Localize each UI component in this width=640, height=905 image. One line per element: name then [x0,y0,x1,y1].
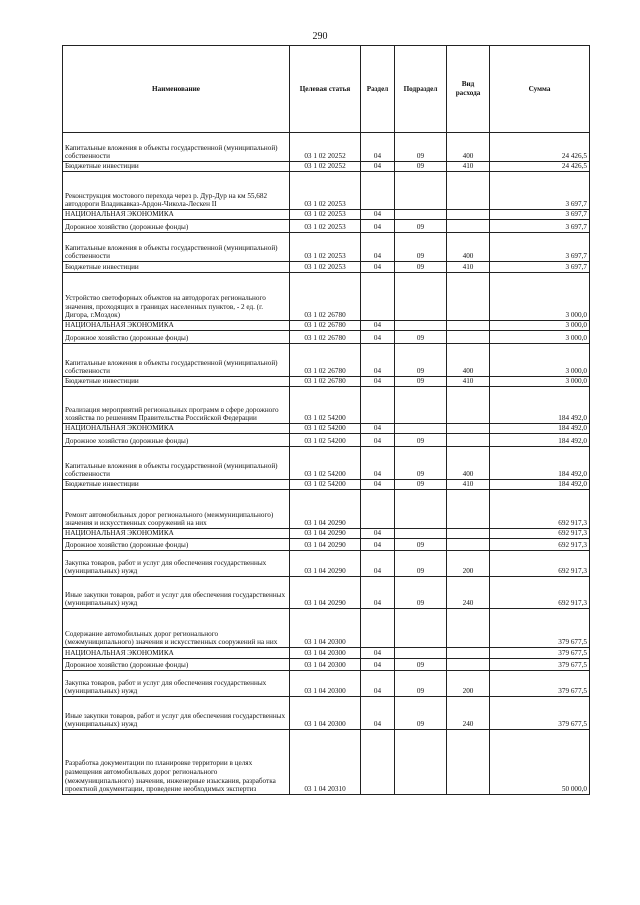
cell-section: 04 [361,671,395,697]
cell-target-article: 03 1 02 20253 [290,220,361,233]
cell-section: 04 [361,529,395,539]
cell-expense-type [447,609,490,648]
table-body [63,133,590,795]
cell-expense-type: 410 [447,377,490,387]
cell-sum: 3 697,7 [490,220,590,233]
cell-section: 04 [361,331,395,344]
cell-sum: 379 677,5 [490,648,590,659]
cell-sum: 379 677,5 [490,659,590,671]
cell-expense-type [447,220,490,233]
cell-subsection: 09 [395,671,447,697]
cell-name: Бюджетные инвестиции [63,480,290,490]
cell-expense-type [447,210,490,220]
cell-sum: 184 492,0 [490,424,590,434]
cell-expense-type [447,434,490,447]
cell-section: 04 [361,551,395,577]
cell-sum: 3 697,7 [490,262,590,273]
cell-expense-type: 410 [447,480,490,490]
cell-target-article: 03 1 02 54200 [290,387,361,424]
cell-subsection [395,273,447,321]
cell-sum: 184 492,0 [490,387,590,424]
table-row [63,220,590,233]
cell-name: Реконструкция мостового перехода через р. Дур-Дур на км 55,682 автодороги Владикавказ-Ардон-Чикола-Лескен II [63,172,290,210]
cell-section: 04 [361,133,395,162]
table-row [63,210,590,220]
cell-expense-type [447,490,490,529]
cell-target-article: 03 1 04 20300 [290,697,361,730]
table-row [63,447,590,480]
cell-subsection: 09 [395,133,447,162]
cell-target-article: 03 1 02 20253 [290,233,361,262]
cell-section [361,273,395,321]
cell-name: Устройство светофорных объектов на автодорогах регионального значения, проходящих в границах населенных пунктов, - 2 ед. (г. Дигора, г.Моздок) [63,273,290,321]
table-row [63,529,590,539]
cell-sum: 692 917,3 [490,551,590,577]
cell-expense-type [447,424,490,434]
cell-section: 04 [361,210,395,220]
cell-section: 04 [361,220,395,233]
header-section: Раздел [361,46,395,133]
cell-section: 04 [361,262,395,273]
table-header [63,46,590,133]
cell-section: 04 [361,321,395,331]
table-row [63,539,590,551]
cell-name: Дорожное хозяйство (дорожные фонды) [63,539,290,551]
cell-expense-type [447,659,490,671]
cell-expense-type: 410 [447,162,490,172]
cell-target-article: 03 1 02 20253 [290,262,361,273]
cell-name: Бюджетные инвестиции [63,377,290,387]
cell-sum: 692 917,3 [490,490,590,529]
table-row [63,577,590,609]
cell-name: Капитальные вложения в объекты государственной (муниципальной) собственности [63,344,290,377]
cell-section [361,609,395,648]
header-name: Наименование [63,46,290,133]
cell-expense-type: 400 [447,133,490,162]
cell-target-article: 03 1 04 20290 [290,577,361,609]
cell-expense-type [447,387,490,424]
page-number: 290 [312,31,328,42]
cell-target-article: 03 1 04 20300 [290,609,361,648]
cell-section: 04 [361,162,395,172]
cell-section: 04 [361,539,395,551]
table-row [63,490,590,529]
cell-section [361,172,395,210]
cell-section: 04 [361,659,395,671]
cell-subsection: 09 [395,434,447,447]
cell-subsection: 09 [395,331,447,344]
table-row [63,434,590,447]
cell-target-article: 03 1 02 26780 [290,331,361,344]
cell-target-article: 03 1 02 26780 [290,344,361,377]
cell-expense-type: 400 [447,344,490,377]
cell-name: НАЦИОНАЛЬНАЯ ЭКОНОМИКА [63,648,290,659]
cell-target-article: 03 1 04 20300 [290,648,361,659]
table-row [63,344,590,377]
cell-expense-type [447,321,490,331]
cell-name: Разработка документации по планировке территории в целях размещения автомобильных дорог регионального (межмуниципального) значения, инженерные изыскания, разработка проектной документации, проведение необходимых экспертиз [63,730,290,795]
cell-name: Содержание автомобильных дорог регионального (межмуниципального) значения и искусственных сооружений на них [63,609,290,648]
cell-subsection: 09 [395,220,447,233]
cell-target-article: 03 1 04 20300 [290,659,361,671]
cell-name: Капитальные вложения в объекты государственной (муниципальной) собственности [63,233,290,262]
cell-sum: 692 917,3 [490,529,590,539]
budget-table [62,45,590,795]
cell-target-article: 03 1 02 54200 [290,480,361,490]
cell-expense-type: 410 [447,262,490,273]
table-row [63,551,590,577]
cell-name: Иные закупки товаров, работ и услуг для обеспечения государственных (муниципальных) нужд [63,697,290,730]
cell-name: Дорожное хозяйство (дорожные фонды) [63,331,290,344]
cell-name: НАЦИОНАЛЬНАЯ ЭКОНОМИКА [63,210,290,220]
cell-name: Иные закупки товаров, работ и услуг для обеспечения государственных (муниципальных) нужд [63,577,290,609]
cell-name: Дорожное хозяйство (дорожные фонды) [63,434,290,447]
cell-target-article: 03 1 02 54200 [290,424,361,434]
cell-subsection: 09 [395,233,447,262]
cell-section [361,387,395,424]
table-row [63,697,590,730]
cell-subsection: 09 [395,480,447,490]
cell-subsection: 09 [395,539,447,551]
cell-target-article: 03 1 04 20290 [290,539,361,551]
table-row [63,233,590,262]
cell-expense-type: 400 [447,233,490,262]
cell-target-article: 03 1 02 26780 [290,321,361,331]
cell-expense-type [447,172,490,210]
cell-name: Капитальные вложения в объекты государственной (муниципальной) собственности [63,447,290,480]
cell-target-article: 03 1 02 54200 [290,447,361,480]
cell-target-article: 03 1 02 54200 [290,434,361,447]
table-row [63,162,590,172]
cell-subsection: 09 [395,551,447,577]
table-row [63,671,590,697]
cell-target-article: 03 1 02 20252 [290,162,361,172]
table-row [63,609,590,648]
cell-section: 04 [361,344,395,377]
cell-subsection: 09 [395,447,447,480]
cell-sum: 692 917,3 [490,539,590,551]
table-row [63,273,590,321]
cell-name: Закупка товаров, работ и услуг для обеспечения государственных (муниципальных) нужд [63,671,290,697]
cell-sum: 3 000,0 [490,377,590,387]
table-row [63,321,590,331]
cell-sum: 3 000,0 [490,273,590,321]
cell-subsection: 09 [395,697,447,730]
table-row [63,659,590,671]
cell-sum: 184 492,0 [490,434,590,447]
table-row [63,172,590,210]
table-row [63,424,590,434]
cell-name: Дорожное хозяйство (дорожные фонды) [63,220,290,233]
table-row [63,377,590,387]
cell-sum: 692 917,3 [490,577,590,609]
cell-subsection [395,609,447,648]
table-row [63,480,590,490]
cell-name: Бюджетные инвестиции [63,162,290,172]
cell-subsection: 09 [395,162,447,172]
cell-name: Бюджетные инвестиции [63,262,290,273]
cell-target-article: 03 1 02 20253 [290,210,361,220]
cell-section [361,730,395,795]
cell-target-article: 03 1 02 26780 [290,273,361,321]
cell-sum: 3 000,0 [490,321,590,331]
table-row [63,648,590,659]
cell-target-article: 03 1 02 20253 [290,172,361,210]
cell-section: 04 [361,233,395,262]
cell-name: НАЦИОНАЛЬНАЯ ЭКОНОМИКА [63,321,290,331]
cell-target-article: 03 1 04 20310 [290,730,361,795]
cell-subsection [395,424,447,434]
table-row [63,262,590,273]
cell-subsection: 09 [395,577,447,609]
cell-subsection [395,387,447,424]
cell-subsection [395,490,447,529]
header-expense-type: Вид расхода [447,46,490,133]
cell-name: Ремонт автомобильных дорог регионального (межмуниципального) значения и искусственных сооружений на них [63,490,290,529]
cell-sum: 379 677,5 [490,697,590,730]
cell-expense-type [447,648,490,659]
cell-expense-type [447,539,490,551]
cell-target-article: 03 1 02 26780 [290,377,361,387]
cell-sum: 24 426,5 [490,162,590,172]
cell-sum: 50 000,0 [490,730,590,795]
header-row [63,46,590,133]
header-target-article: Целевая статья [290,46,361,133]
cell-sum: 3 697,7 [490,210,590,220]
cell-subsection [395,172,447,210]
cell-name: Дорожное хозяйство (дорожные фонды) [63,659,290,671]
cell-section: 04 [361,447,395,480]
cell-sum: 184 492,0 [490,447,590,480]
cell-subsection [395,730,447,795]
cell-expense-type: 240 [447,697,490,730]
cell-subsection: 09 [395,344,447,377]
cell-expense-type [447,273,490,321]
cell-expense-type: 400 [447,447,490,480]
cell-target-article: 03 1 04 20290 [290,529,361,539]
cell-subsection [395,321,447,331]
cell-section: 04 [361,424,395,434]
cell-section: 04 [361,697,395,730]
cell-section: 04 [361,577,395,609]
cell-expense-type [447,529,490,539]
header-subsection: Подраздел [395,46,447,133]
cell-name: Капитальные вложения в объекты государственной (муниципальной) собственности [63,133,290,162]
cell-subsection: 09 [395,659,447,671]
cell-sum: 3 697,7 [490,172,590,210]
cell-section: 04 [361,648,395,659]
cell-section [361,490,395,529]
cell-subsection [395,529,447,539]
cell-subsection: 09 [395,262,447,273]
cell-section: 04 [361,480,395,490]
cell-section: 04 [361,377,395,387]
cell-expense-type: 240 [447,577,490,609]
cell-expense-type: 200 [447,551,490,577]
cell-name: НАЦИОНАЛЬНАЯ ЭКОНОМИКА [63,424,290,434]
cell-sum: 24 426,5 [490,133,590,162]
cell-target-article: 03 1 04 20290 [290,490,361,529]
cell-subsection: 09 [395,377,447,387]
table-row [63,730,590,795]
cell-sum: 3 697,7 [490,233,590,262]
cell-subsection [395,648,447,659]
cell-expense-type [447,730,490,795]
cell-sum: 379 677,5 [490,671,590,697]
cell-target-article: 03 1 02 20252 [290,133,361,162]
cell-sum: 3 000,0 [490,331,590,344]
cell-section: 04 [361,434,395,447]
table-row [63,331,590,344]
cell-name: Реализация мероприятий региональных программ в сфере дорожного хозяйства по решениям Правительства Российской Федерации [63,387,290,424]
header-sum: Сумма [490,46,590,133]
table-row [63,133,590,162]
cell-expense-type [447,331,490,344]
cell-sum: 3 000,0 [490,344,590,377]
cell-target-article: 03 1 04 20290 [290,551,361,577]
cell-target-article: 03 1 04 20300 [290,671,361,697]
cell-name: Закупка товаров, работ и услуг для обеспечения государственных (муниципальных) нужд [63,551,290,577]
cell-subsection [395,210,447,220]
table-row [63,387,590,424]
cell-name: НАЦИОНАЛЬНАЯ ЭКОНОМИКА [63,529,290,539]
cell-sum: 379 677,5 [490,609,590,648]
cell-sum: 184 492,0 [490,480,590,490]
cell-expense-type: 200 [447,671,490,697]
